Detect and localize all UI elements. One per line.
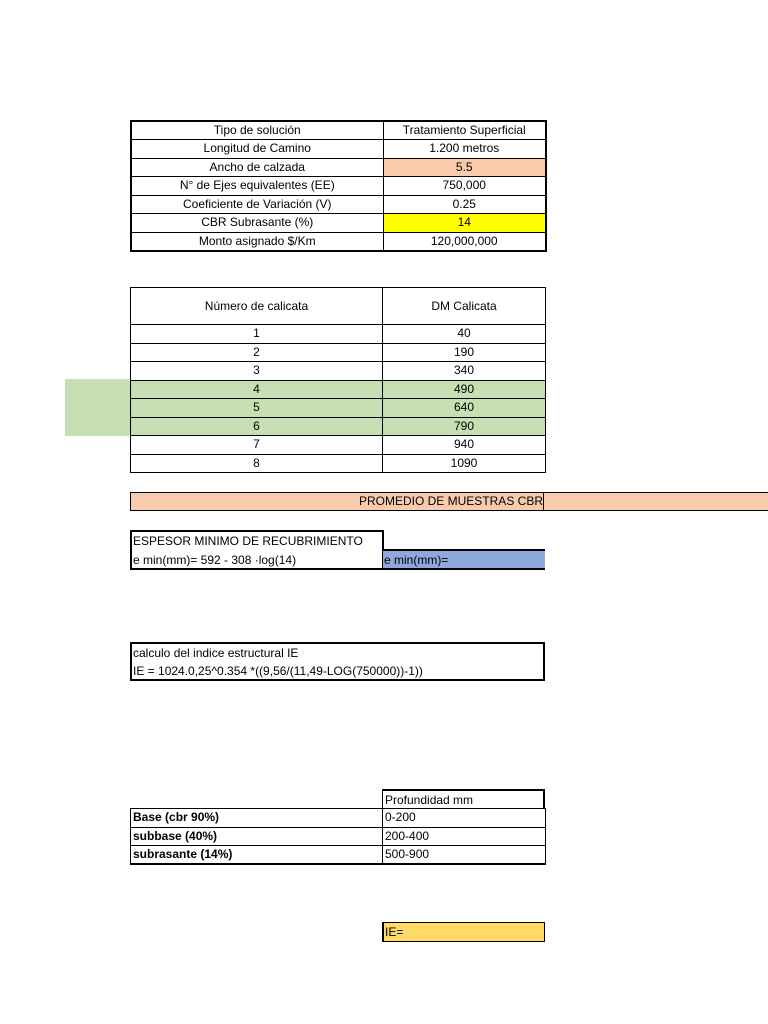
capas-table: [130, 808, 546, 865]
calicata-header-num[interactable]: Número de calicata: [131, 288, 383, 325]
capa-name-cell[interactable]: subbase (40%): [131, 827, 383, 846]
calicata-header-dm[interactable]: DM Calicata: [383, 288, 546, 325]
capa-depth-cell[interactable]: 0-200: [383, 809, 546, 828]
espesor-box[interactable]: [130, 530, 384, 570]
param-value-coef[interactable]: 0.25: [383, 195, 546, 214]
calicata-dm-cell[interactable]: 190: [383, 343, 546, 362]
parameters-table: [130, 120, 547, 252]
indice-title: calculo del indice estructural IE: [133, 646, 299, 660]
capa-depth-cell[interactable]: 200-400: [383, 827, 546, 846]
espesor-result-cell[interactable]: [383, 549, 545, 570]
param-value-ancho[interactable]: 5.5: [383, 158, 546, 177]
calicata-num-cell[interactable]: 5: [131, 399, 383, 418]
param-value-cbr[interactable]: 14: [383, 214, 546, 233]
calicata-dm-cell[interactable]: 640: [383, 399, 546, 418]
calicata-dm-cell[interactable]: 1090: [383, 454, 546, 473]
param-label-ejes[interactable]: N° de Ejes equivalentes (EE): [131, 177, 383, 196]
calicata-dm-cell[interactable]: 790: [383, 417, 546, 436]
calicata-num-cell[interactable]: 2: [131, 343, 383, 362]
param-label-coef[interactable]: Coeficiente de Variación (V): [131, 195, 383, 214]
calicatas-table: [130, 287, 546, 473]
capa-name-cell[interactable]: Base (cbr 90%): [131, 809, 383, 828]
param-value-tipo[interactable]: Tratamiento Superficial: [383, 121, 546, 140]
calicata-dm-cell[interactable]: 490: [383, 380, 546, 399]
promedio-band[interactable]: [130, 492, 768, 511]
calicata-dm-cell[interactable]: 40: [383, 325, 546, 344]
highlight-cell-block[interactable]: [65, 379, 131, 436]
param-label-cbr[interactable]: CBR Subrasante (%): [131, 214, 383, 233]
param-label-tipo[interactable]: Tipo de solución: [131, 121, 383, 140]
ie-result-label: IE=: [385, 925, 404, 939]
promedio-label: PROMEDIO DE MUESTRAS CBR: [131, 493, 544, 510]
param-label-monto[interactable]: Monto asignado $/Km: [131, 232, 383, 251]
calicata-num-cell[interactable]: 4: [131, 380, 383, 399]
calicata-num-cell[interactable]: 3: [131, 362, 383, 381]
param-label-longitud[interactable]: Longitud de Camino: [131, 140, 383, 159]
espesor-result-label: e min(mm)=: [384, 553, 449, 567]
indice-box[interactable]: [130, 642, 545, 681]
param-value-ejes[interactable]: 750,000: [383, 177, 546, 196]
ie-result-cell[interactable]: [382, 922, 545, 942]
param-value-monto[interactable]: 120,000,000: [383, 232, 546, 251]
capa-depth-cell[interactable]: 500-900: [383, 846, 546, 865]
calicata-num-cell[interactable]: 8: [131, 454, 383, 473]
calicata-dm-cell[interactable]: 340: [383, 362, 546, 381]
calicata-num-cell[interactable]: 1: [131, 325, 383, 344]
calicata-num-cell[interactable]: 7: [131, 436, 383, 455]
espesor-title: ESPESOR MINIMO DE RECUBRIMIENTO: [133, 534, 363, 548]
capa-name-cell[interactable]: subrasante (14%): [131, 846, 383, 865]
indice-formula: IE = 1024.0,25^0.354 *((9,56/(11,49-LOG(750000))-1)): [133, 664, 423, 678]
capas-header: Profundidad mm: [385, 793, 474, 807]
param-value-longitud[interactable]: 1.200 metros: [383, 140, 546, 159]
calicata-num-cell[interactable]: 6: [131, 417, 383, 436]
capas-header-cell[interactable]: [382, 789, 545, 809]
param-label-ancho[interactable]: Ancho de calzada: [131, 158, 383, 177]
calicata-dm-cell[interactable]: 940: [383, 436, 546, 455]
espesor-formula: e min(mm)= 592 - 308 ·log(14): [133, 553, 297, 567]
